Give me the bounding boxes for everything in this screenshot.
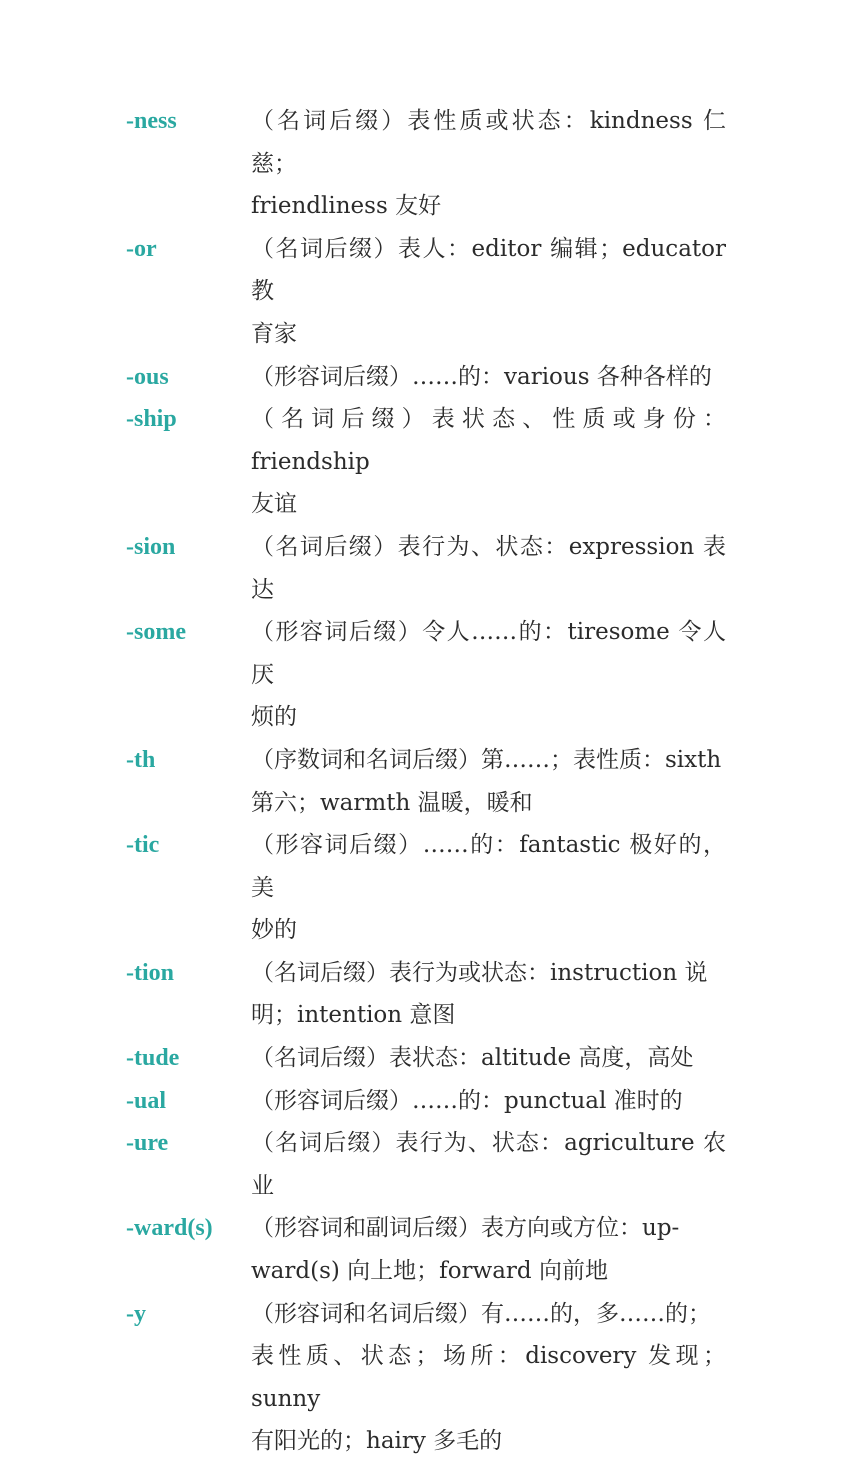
suffix-definition <box>251 1122 726 1207</box>
suffix-definition <box>251 228 726 356</box>
definition-line: 育家 <box>251 320 297 347</box>
suffix-definition <box>251 739 726 824</box>
definition-line: （形容词和名词后缀）有……的，多……的； <box>251 1300 711 1327</box>
suffix-entry-ual <box>126 1080 726 1123</box>
suffix-entry-tic <box>126 824 726 952</box>
suffix-entry-ship <box>126 398 726 526</box>
suffix-definition <box>251 398 726 526</box>
suffix-term: -tic <box>126 832 160 859</box>
definition-line: （形容词和副词后缀）表方向或方位：up- <box>251 1215 680 1242</box>
suffix-entry-wards <box>126 1207 726 1292</box>
suffix-definition <box>251 1293 726 1463</box>
definition-line: 第六；warmth 温暖，暖和 <box>251 789 533 816</box>
suffix-term: -ness <box>126 108 177 134</box>
suffix-definition <box>251 1080 726 1123</box>
suffix-definition <box>251 356 726 399</box>
suffix-entry-tude <box>126 1037 726 1080</box>
definition-line: （形容词后缀）……的：fantastic 极好的，美 <box>251 832 726 901</box>
suffix-definition <box>251 824 726 952</box>
suffix-entry-sion <box>126 526 726 611</box>
suffix-definition <box>251 952 726 1037</box>
suffix-list <box>126 100 726 1463</box>
definition-line: 明；intention 意图 <box>251 1002 456 1029</box>
suffix-term: -tion <box>126 959 174 986</box>
suffix-term: -ous <box>126 363 169 390</box>
suffix-definition <box>251 1207 726 1292</box>
suffix-term: -y <box>126 1300 146 1327</box>
suffix-term: -ward(s) <box>126 1215 213 1242</box>
suffix-entry-ous <box>126 356 726 399</box>
definition-line: （名词后缀）表状态：altitude 高度，高处 <box>251 1045 694 1072</box>
suffix-term: -th <box>126 746 156 773</box>
suffix-term: -ure <box>126 1130 169 1157</box>
suffix-definition <box>251 526 726 611</box>
suffix-entry-or <box>126 228 726 356</box>
definition-line: （形容词后缀）令人……的：tiresome 令人厌 <box>251 619 726 688</box>
definition-line: 表性质、状态；场所：discovery 发现；sunny <box>251 1343 726 1412</box>
definition-line: 妙的 <box>251 917 297 944</box>
suffix-term: -some <box>126 619 186 646</box>
definition-line: ward(s) 向上地；forward 向前地 <box>251 1258 608 1285</box>
definition-line: （形容词后缀）……的：various 各种各样的 <box>251 363 712 390</box>
definition-line: 有阳光的；hairy 多毛的 <box>251 1428 503 1455</box>
suffix-definition <box>251 611 726 739</box>
definition-line: 友谊 <box>251 491 297 518</box>
suffix-definition <box>251 1037 726 1080</box>
suffix-entry-some <box>126 611 726 739</box>
suffix-entry-ness <box>126 100 726 228</box>
definition-line: 烦的 <box>251 704 297 731</box>
suffix-term: -sion <box>126 533 176 560</box>
suffix-entry-th <box>126 739 726 824</box>
suffix-term: -ual <box>126 1087 167 1114</box>
definition-line: （名词后缀）表性质或状态：kindness 仁慈； <box>251 108 726 177</box>
suffix-definition <box>251 100 726 228</box>
definition-line: （形容词后缀）……的：punctual 准时的 <box>251 1087 683 1114</box>
suffix-term: -tude <box>126 1045 180 1072</box>
definition-line: （名词后缀）表状态、性质或身份：friendship <box>251 406 726 475</box>
definition-line: （名词后缀）表行为或状态：instruction 说 <box>251 959 708 986</box>
definition-line: （名词后缀）表行为、状态：expression 表达 <box>251 533 726 603</box>
definition-line: （名词后缀）表行为、状态：agriculture 农业 <box>251 1130 726 1199</box>
suffix-entry-ure <box>126 1122 726 1207</box>
suffix-term: -ship <box>126 406 177 433</box>
suffix-term: -or <box>126 235 157 262</box>
suffix-entry-y <box>126 1293 726 1463</box>
definition-line: （名词后缀）表人：editor 编辑；educator 教 <box>251 235 726 305</box>
suffix-entry-tion <box>126 952 726 1037</box>
definition-line: （序数词和名词后缀）第……；表性质：sixth <box>251 746 722 773</box>
definition-line: friendliness 友好 <box>251 193 442 220</box>
